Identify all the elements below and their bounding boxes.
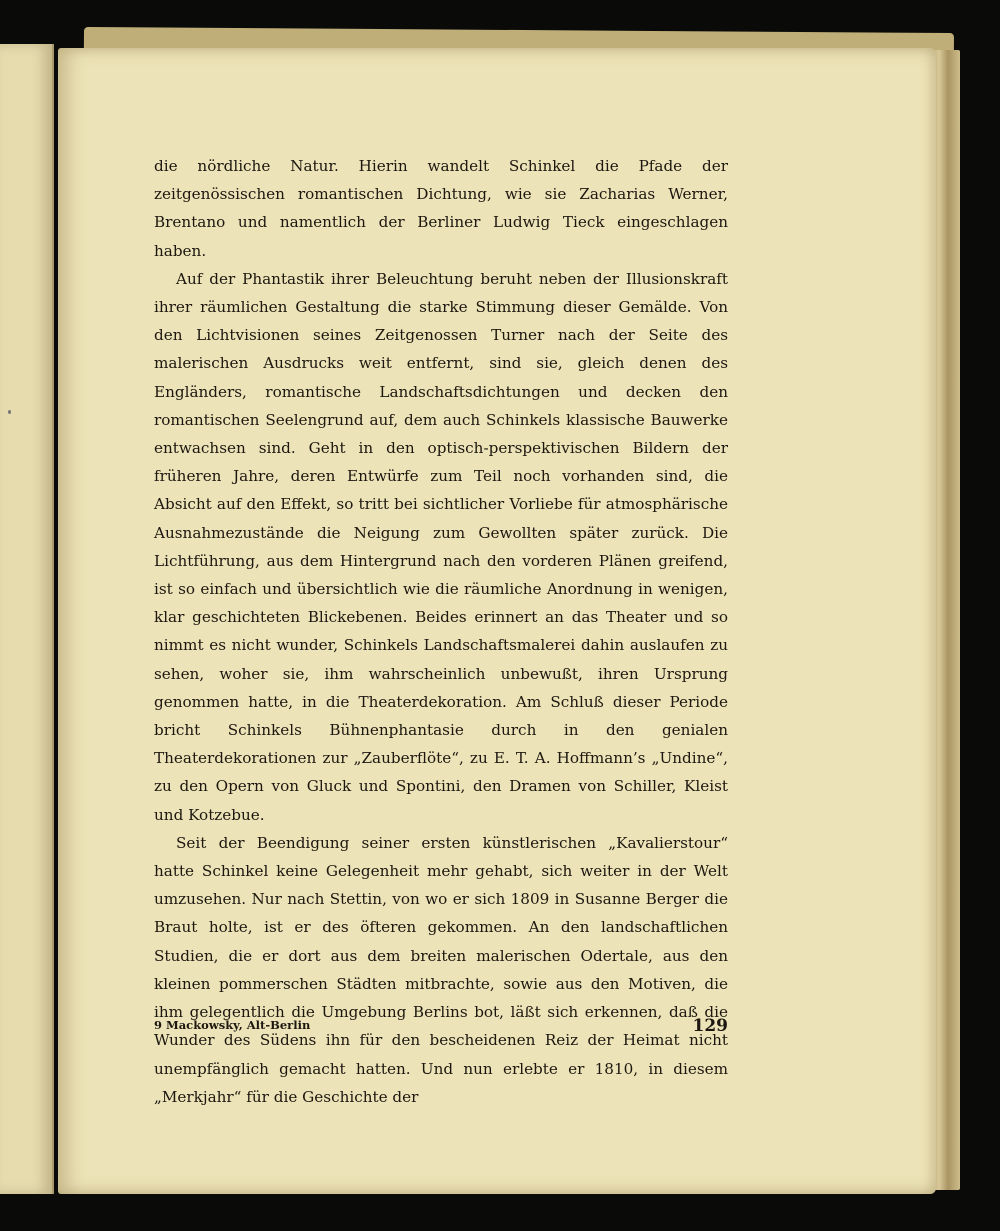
paragraph-2: Auf der Phantastik ihrer Beleuchtung beruht neben der Illusionskraft ihrer räumlichen Gestaltung die starke Stimmung dieser Gemälde. Von den Lichtvisionen seines Zeitgenossen Turner nach der Seite des malerischen Ausdrucks weit entfernt, sind sie, gleich denen des Engländers, romantische Landschaftsdichtungen und decken den romantischen Seelengrund auf, dem auch Schinkels klassische Bauwerke entwachsen sind. Geht in den optisch-perspektivischen Bildern der früheren Jahre, deren Entwürfe zum Teil noch vorhanden sind, die Absicht auf den Effekt, so tritt bei sichtlicher Vorliebe für atmosphärische Ausnahmezustände die Neigung zum Gewollten später zurück. Die Lichtführung, aus dem Hintergrund nach den vorderen Plänen greifend, ist so einfach und übersichtlich wie die räumliche Anordnung in wenigen, klar geschichteten Blickebenen. Beides erinnert an das Theater und so nimmt es nicht wunder, Schinkels Landschaftsmalerei dahin auslaufen zu sehen, woher sie, ihm wahrscheinlich unbewußt, ihren Ursprung genommen hatte, in die Theaterdekoration. Am Schluß dieser Periode bricht Schinkels Bühnenphantasie durch in den genialen Theaterdekorationen zur „Zauberflöte“, zu E. T. A. Hoffmann’s „Undine“, zu den Opern von Gluck und Spontini, den Dramen von Schiller, Kleist und Kotzebue. <box>154 269 728 824</box>
paragraph-1: die nördliche Natur. Hierin wandelt Schinkel die Pfade der zeitgenössischen romantischen Dichtung, wie sie Zacharias Werner, Brentano und namentlich der Berliner Ludwig Tieck eingeschlagen haben. <box>154 157 728 260</box>
paragraph-3: Seit der Beendigung seiner ersten künstlerischen „Kavalierstour“ hatte Schinkel keine Gelegenheit mehr gehabt, sich weiter in der Welt umzusehen. Nur nach Stettin, von wo er sich 1809 in Susanne Berger die Braut holte, ist er des öfteren gekommen. An den landschaftlichen Studien, die er dort aus dem breiten malerischen Odertale, aus den kleinen pommerschen Städten mitbrachte, sowie aus den Motiven, die ihm gelegentlich die Umgebung Berlins bot, läßt sich erkennen, daß die Wunder des Südens ihn für den bescheidenen Reiz der Heimat nicht unempfänglich gemacht hatten. Und nun erlebte er 1810, in diesem „Merkjahr“ für die Geschichte der <box>154 833 728 1106</box>
previous-page-edge <box>0 44 54 1194</box>
printer-signature: 9 Mackowsky, Alt-Berlin <box>154 1018 311 1032</box>
body-text <box>154 152 728 1111</box>
page-number: 129 <box>692 1016 728 1036</box>
page-footer <box>154 1018 728 1042</box>
dust-speck <box>8 410 11 414</box>
